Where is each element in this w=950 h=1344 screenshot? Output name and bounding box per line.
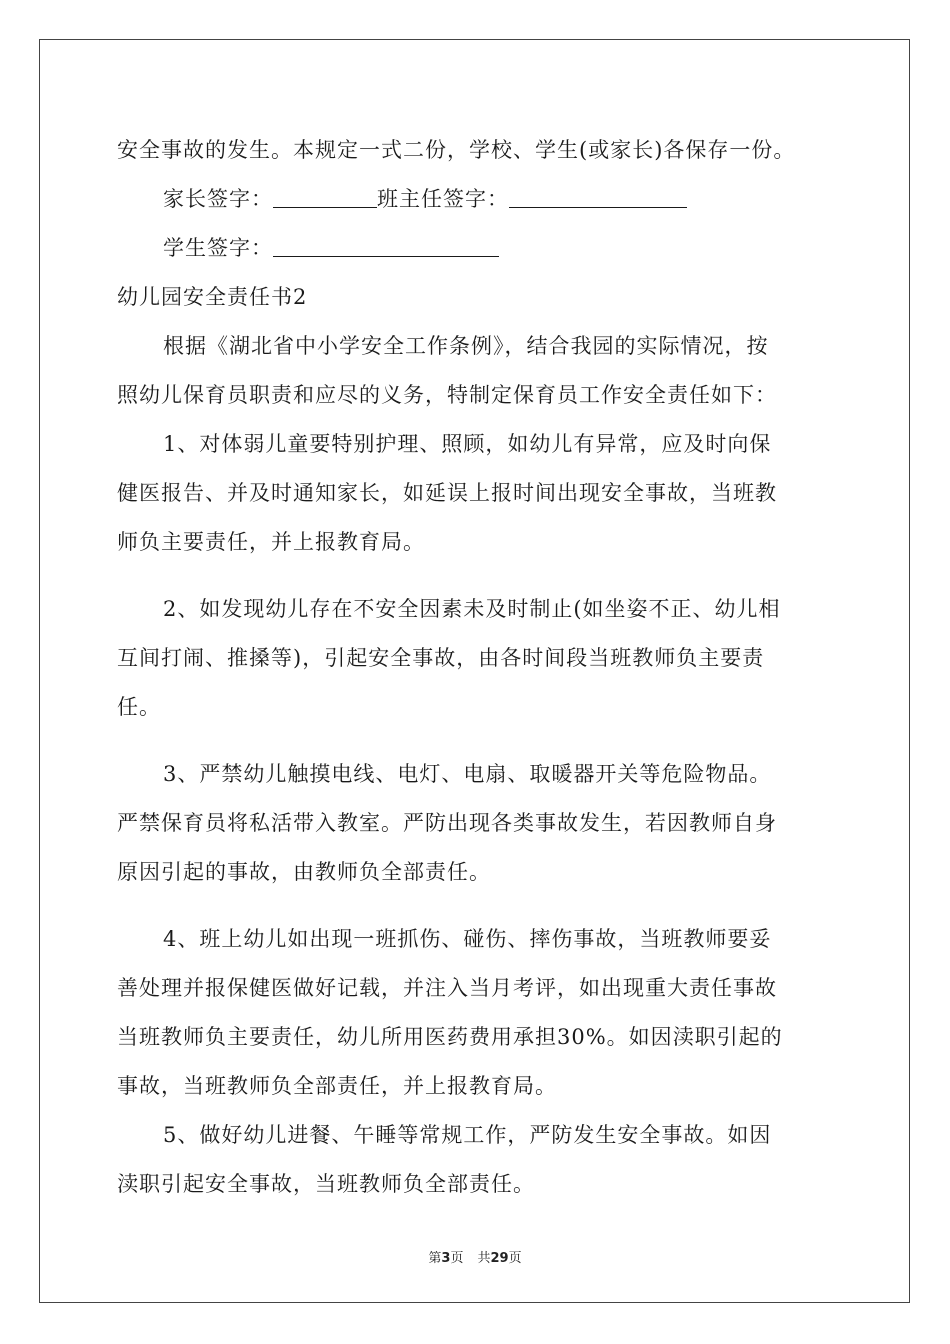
- parent-signature-field[interactable]: [273, 185, 377, 208]
- item-3-line: 严禁保育员将私活带入教室。严防出现各类事故发生，若因教师自身: [117, 811, 777, 835]
- teacher-signature-label: 班主任签字：: [377, 187, 509, 211]
- item-2-line: 互间打闹、推搡等)，引起安全事故，由各时间段当班教师负主要责: [117, 646, 765, 670]
- page-suffix: 页: [450, 1251, 464, 1266]
- teacher-signature-field[interactable]: [509, 185, 687, 208]
- preamble-line: 根据《湖北省中小学安全工作条例》，结合我园的实际情况，按: [163, 334, 769, 358]
- student-signature-label: 学生签字：: [163, 236, 273, 260]
- signature-row-parent-teacher: [117, 175, 833, 224]
- parent-signature-label: 家长签字：: [163, 187, 273, 211]
- item-5-line: 5、做好幼儿进餐、午睡等常规工作，严防发生安全事故。如因: [163, 1123, 772, 1147]
- intro-line: 安全事故的发生。本规定一式二份，学校、学生(或家长)各保存一份。: [117, 138, 796, 162]
- page-prefix: 第: [428, 1251, 442, 1266]
- page-number: 3: [441, 1251, 451, 1266]
- item-1-line: 师负主要责任，并上报教育局。: [117, 530, 425, 554]
- item-1-line: 健医报告、并及时通知家长，如延误上报时间出现安全事故，当班教: [117, 481, 777, 505]
- item-2-line: 2、如发现幼儿存在不安全因素未及时制止(如坐姿不正、幼儿相: [163, 597, 781, 621]
- student-signature-field[interactable]: [273, 234, 499, 257]
- item-5-line: 渎职引起安全事故，当班教师负全部责任。: [117, 1172, 535, 1196]
- item-3-line: 原因引起的事故，由教师负全部责任。: [117, 860, 491, 884]
- preamble-line: 照幼儿保育员职责和应尽的义务，特制定保育员工作安全责任如下：: [117, 383, 777, 407]
- item-2-line: 任。: [117, 695, 161, 719]
- item-4-line: 当班教师负主要责任，幼儿所用医药费用承担30%。如因渎职引起的: [117, 1025, 783, 1049]
- total-prefix: 共: [477, 1251, 491, 1266]
- total-pages: 29: [490, 1251, 509, 1266]
- item-4-line: 事故，当班教师负全部责任，并上报教育局。: [117, 1074, 557, 1098]
- total-suffix: 页: [508, 1251, 522, 1266]
- paragraph-gap: [117, 567, 833, 585]
- paragraph-gap: [117, 897, 833, 915]
- paragraph-gap: [117, 732, 833, 750]
- item-1-line: 1、对体弱儿童要特别护理、照顾，如幼儿有异常，应及时向保: [163, 432, 772, 456]
- section-title: 幼儿园安全责任书2: [117, 285, 308, 309]
- item-3-line: 3、严禁幼儿触摸电线、电灯、电扇、取暖器开关等危险物品。: [163, 762, 772, 786]
- document-body: [117, 126, 833, 1209]
- page-footer: [0, 1247, 950, 1266]
- item-4-line: 4、班上幼儿如出现一班抓伤、碰伤、摔伤事故，当班教师要妥: [163, 927, 772, 951]
- item-4-line: 善处理并报保健医做好记载，并注入当月考评，如出现重大责任事故: [117, 976, 777, 1000]
- signature-row-student: [117, 224, 833, 273]
